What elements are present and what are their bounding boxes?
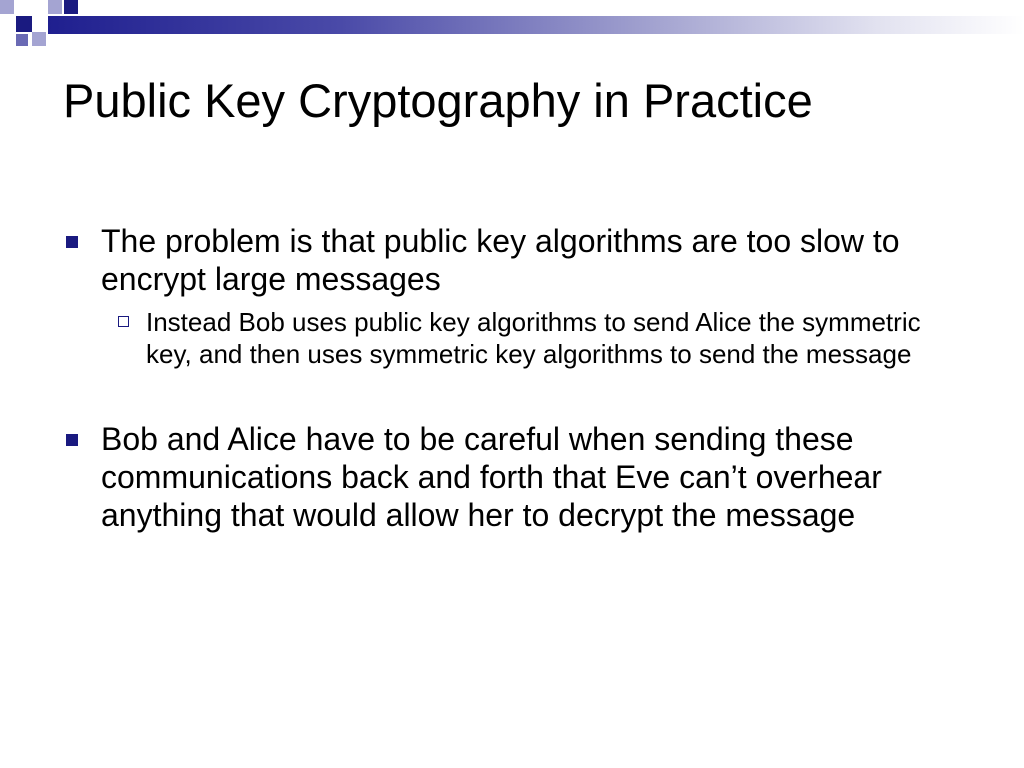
bullet-text: The problem is that public key algorithms are too slow to encrypt large messages [101,223,900,297]
bullet-item [63,420,973,534]
slide-body [63,222,973,534]
filled-square-bullet-icon [66,434,78,446]
bullet-text: Bob and Alice have to be careful when sending these communications back and forth that Eve can’t overhear anything that would allow her to decrypt the message [101,421,882,533]
header-square-icon [32,32,46,46]
header-square-icon [16,16,32,32]
header-square-icon [16,34,28,46]
sub-bullet-text: Instead Bob uses public key algorithms to send Alice the symmetric key, and then uses symmetric key algorithms to send the message [146,307,921,369]
header-square-icon [0,0,14,14]
sub-bullet-item [108,306,973,370]
hollow-square-bullet-icon [118,316,129,327]
filled-square-bullet-icon [66,236,78,248]
header-square-icon [64,0,78,14]
bullet-spacer [63,370,973,420]
header-gradient-bar [48,16,1024,34]
slide-title: Public Key Cryptography in Practice [63,74,813,127]
bullet-item [63,222,973,298]
header-square-icon [48,0,62,14]
